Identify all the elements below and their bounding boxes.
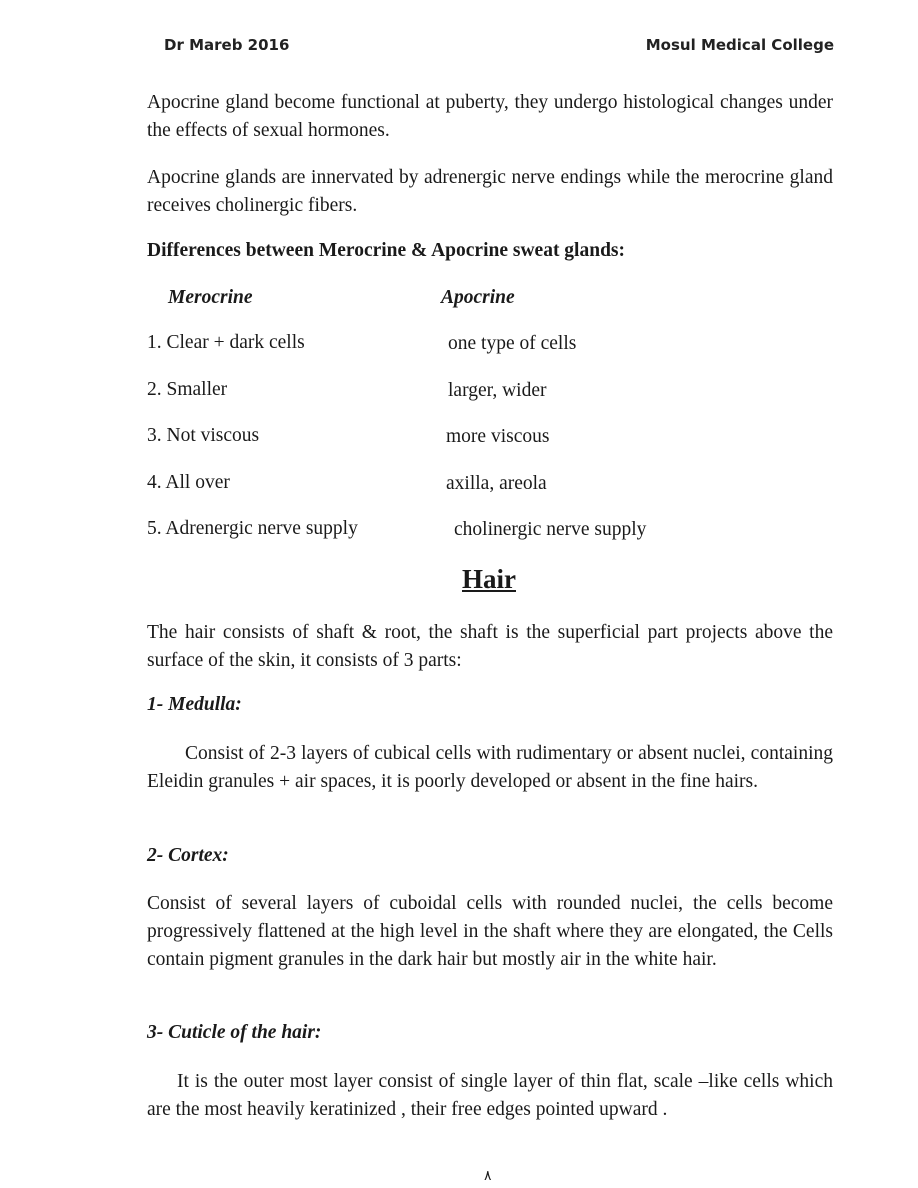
row-4-merocrine: 4. All over <box>147 472 230 493</box>
row-5-apocrine: cholinergic nerve supply <box>454 519 647 540</box>
row-4-apocrine: axilla, areola <box>446 473 547 494</box>
row-5-merocrine: 5. Adrenergic nerve supply <box>147 518 358 539</box>
row-1-apocrine: one type of cells <box>448 333 577 354</box>
paragraph-apocrine-puberty: Apocrine gland become functional at puberty, they undergo histological changes under the effects of sexual hormones. <box>147 92 833 141</box>
column-header-apocrine: Apocrine <box>441 287 515 308</box>
row-3-merocrine: 3. Not viscous <box>147 425 260 446</box>
row-2-merocrine: 2. Smaller <box>147 379 228 400</box>
subheading-medulla: 1- Medulla: <box>147 694 242 715</box>
differences-heading: Differences between Merocrine & Apocrine sweat glands: <box>147 240 625 261</box>
paragraph-hair-intro: The hair consists of shaft & root, the shaft is the superficial part projects above the surface of the skin, it consists of 3 parts: <box>147 622 833 671</box>
header-college: Mosul Medical College <box>645 36 834 54</box>
subheading-cuticle: 3- Cuticle of the hair: <box>147 1022 322 1043</box>
subheading-cortex: 2- Cortex: <box>147 845 229 866</box>
row-1-merocrine: 1. Clear + dark cells <box>147 332 305 353</box>
paragraph-medulla: Consist of 2-3 layers of cubical cells with rudimentary or absent nuclei, containing Eleidin granules + air spaces, it is poorly developed or absent in the fine hairs. <box>147 743 833 792</box>
header-author: Dr Mareb 2016 <box>164 36 290 54</box>
paragraph-cortex: Consist of several layers of cuboidal cells with rounded nuclei, the cells become progressively flattened at the high level in the shaft where they are elongated, the Cells contain pigment granules in the dark hair but mostly air in the white hair. <box>147 893 833 970</box>
section-title-hair: Hair <box>462 564 516 594</box>
row-3-apocrine: more viscous <box>446 426 550 447</box>
page-number: ٨ <box>484 1169 492 1184</box>
paragraph-cuticle: It is the outer most layer consist of single layer of thin flat, scale –like cells which are the most heavily keratinized , their free edges pointed upward . <box>147 1071 833 1120</box>
paragraph-innervation: Apocrine glands are innervated by adrenergic nerve endings while the merocrine gland receives cholinergic fibers. <box>147 167 833 216</box>
row-2-apocrine: larger, wider <box>448 380 547 401</box>
column-header-merocrine: Merocrine <box>168 287 253 308</box>
